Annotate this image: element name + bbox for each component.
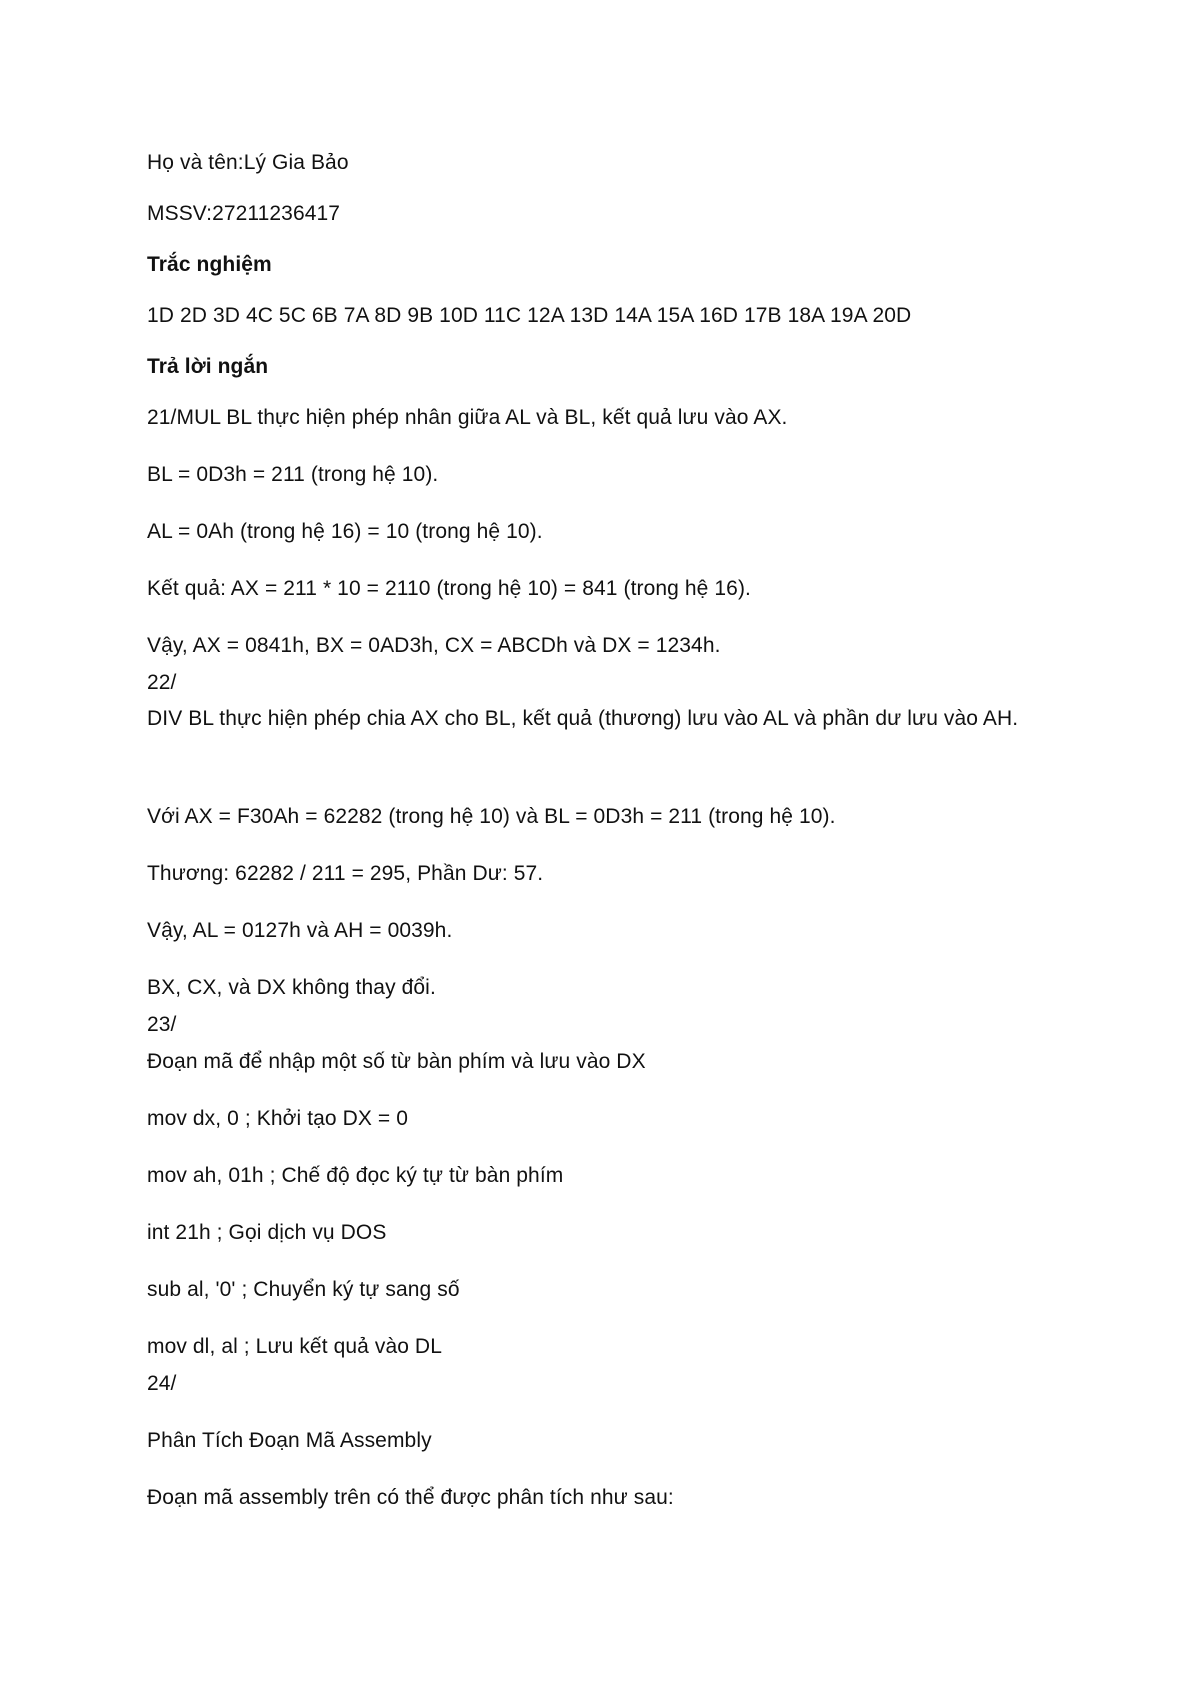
q22-line-3: Thương: 62282 / 211 = 295, Phần Dư: 57. [147, 862, 544, 885]
q22-line-1: DIV BL thực hiện phép chia AX cho BL, kết quả (thương) lưu vào AL và phần dư lưu vào AH. [147, 707, 1019, 730]
q23-number: 23/ [147, 1013, 177, 1036]
q23-code-line-3: int 21h ; Gọi dịch vụ DOS [147, 1221, 387, 1244]
q24-line-2: Đoạn mã assembly trên có thể được phân tích như sau: [147, 1486, 674, 1509]
student-name-line: Họ và tên:Lý Gia Bảo [147, 151, 349, 174]
q22-line-4: Vậy, AL = 0127h và AH = 0039h. [147, 919, 453, 942]
q21-line-1: 21/MUL BL thực hiện phép nhân giữa AL và BL, kết quả lưu vào AX. [147, 406, 788, 429]
q23-code-line-5: mov dl, al ; Lưu kết quả vào DL [147, 1335, 442, 1358]
q24-line-1: Phân Tích Đoạn Mã Assembly [147, 1429, 432, 1452]
short-answer-heading: Trả lời ngắn [147, 355, 269, 378]
q21-line-5: Vậy, AX = 0841h, BX = 0AD3h, CX = ABCDh và DX = 1234h. [147, 634, 721, 657]
q23-code-line-4: sub al, '0' ; Chuyển ký tự sang số [147, 1278, 460, 1301]
q21-line-2: BL = 0D3h = 211 (trong hệ 10). [147, 463, 439, 486]
q22-line-5: BX, CX, và DX không thay đổi. [147, 976, 436, 999]
q22-line-2: Với AX = F30Ah = 62282 (trong hệ 10) và BL = 0D3h = 211 (trong hệ 10). [147, 805, 836, 828]
student-id-line: MSSV:27211236417 [147, 202, 341, 225]
q21-line-3: AL = 0Ah (trong hệ 16) = 10 (trong hệ 10). [147, 520, 543, 543]
q24-number: 24/ [147, 1372, 177, 1395]
q22-number: 22/ [147, 671, 177, 694]
q23-code-line-2: mov ah, 01h ; Chế độ đọc ký tự từ bàn phím [147, 1164, 564, 1187]
multiple-choice-answers: 1D 2D 3D 4C 5C 6B 7A 8D 9B 10D 11C 12A 13D 14A 15A 16D 17B 18A 19A 20D [147, 304, 912, 327]
q23-line-1: Đoạn mã để nhập một số từ bàn phím và lưu vào DX [147, 1050, 646, 1073]
multiple-choice-heading: Trắc nghiệm [147, 253, 272, 276]
q23-code-line-1: mov dx, 0 ; Khởi tạo DX = 0 [147, 1107, 409, 1130]
q21-line-4: Kết quả: AX = 211 * 10 = 2110 (trong hệ 10) = 841 (trong hệ 16). [147, 577, 751, 600]
